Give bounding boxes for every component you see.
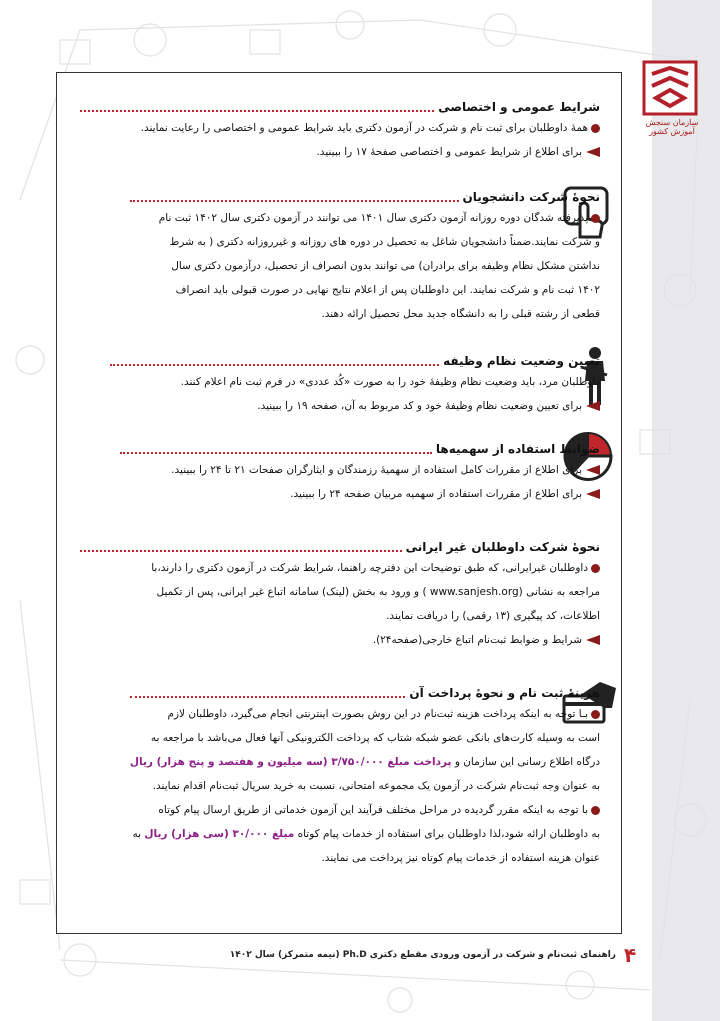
section-general-conditions [80, 98, 600, 164]
title-dotted-rule [130, 688, 405, 698]
paragraph-text: داوطلبان غیرایرانی، که طبق توضیحات این دفترچه راهنما، شرایط شرکت در آزمون دکتری را دارند،با [151, 562, 588, 574]
text-line: ۱۴۰۲ ثبت نام و شرکت نمایند. این داوطلبان پس از اعلام نتایج نهایی در صورت قبولی باید انصراف [175, 284, 600, 296]
text-line [80, 140, 600, 164]
section-military-service [80, 352, 600, 418]
text-line: قطعی از رشته قبلی را به دانشگاه جدید محل تحصیل ارائه دهند. [321, 308, 600, 320]
paragraph-text: به [132, 828, 142, 840]
paragraph-text: به داوطلبان ارائه شود،لذا داوطلبان برای استفاده از خدمات پیام کوتاه [297, 828, 600, 840]
text-line: مراجعه به نشانی (www.sanjesh.org ) و ورود به بخش (لینک) سامانه اتباع غیر ایرانی، پس از تکمیل [156, 586, 600, 598]
text-line [80, 750, 600, 774]
text-line [110, 394, 600, 418]
bullet-icon [591, 806, 600, 815]
page-reference-text: برای تعیین وضعیت نظام وظیفهٔ خود و کد مربوط به آن، صفحه ۱۹ را ببینید. [257, 400, 582, 412]
page-number: ۴ [624, 943, 637, 967]
section-title: نحوهٔ شرکت دانشجویان [462, 190, 600, 204]
bullet-icon [591, 710, 600, 719]
text-line [80, 822, 600, 846]
text-line: عنوان هزینه استفاده از خدمات پیام کوتاه نیز پرداخت می نمایند. [321, 852, 600, 864]
page-reference-text: برای اطلاع از شرایط عمومی و اختصاصی صفحهٔ ۱۷ را ببینید. [316, 146, 582, 158]
text-line [80, 798, 600, 822]
bullet-icon [591, 564, 600, 573]
section-title: نحوهٔ شرکت داوطلبان غیر ایرانی [405, 540, 600, 554]
paragraph-text: با توجه به اینکه مقرر گردیده در مراحل مختلف فرآیند این آزمون خدماتی از طریق ارسال پیام کوتاه [158, 804, 588, 816]
title-dotted-rule [130, 192, 459, 202]
page-reference-text: برای اطلاع از مقررات استفاده از سهمیه مربیان صفحه ۲۴ را ببینید. [290, 488, 582, 500]
bullet-icon [591, 214, 600, 223]
logo-caption: سازمان سنجش آموزش کشور [645, 118, 699, 136]
section-title: ضوابط استفاده از سهمیه‌ها [435, 442, 600, 456]
section-foreign-applicants [80, 538, 600, 652]
arrow-left-icon [586, 635, 600, 645]
title-dotted-rule [110, 356, 439, 366]
section-students [80, 188, 600, 326]
arrow-left-icon [586, 147, 600, 157]
text-line: اطلاعات، کد پیگیری (۱۳ رقمی) را دریافت نمایند. [386, 610, 600, 622]
page-reference-text: شرایط و ضوابط ثبت‌نام اتباع خارجی(صفحه۲۴). [372, 634, 582, 646]
text-line [80, 556, 600, 580]
title-dotted-rule [120, 444, 432, 454]
arrow-left-icon [586, 465, 600, 475]
text-line [120, 482, 600, 506]
text-line: داوطلبان مرد، باید وضعیت نظام وظیفهٔ خود را به صورت «کُد عددی» در فرم ثبت نام اعلام کنند. [180, 376, 600, 388]
arrow-left-icon [586, 489, 600, 499]
text-line [80, 116, 600, 140]
title-dotted-rule [80, 102, 434, 112]
section-title: هزینهٔ ثبت نام و نحوهٔ پرداخت آن [409, 686, 600, 700]
footer-title: راهنمای ثبت‌نام و شرکت در آزمون ورودی مقطع دکتری Ph.D (نیمه متمرکز) سال ۱۴۰۲ [229, 950, 616, 960]
section-registration-fee [80, 684, 600, 870]
text-line [100, 206, 600, 230]
sms-fee-amount: مبلغ ۳۰/۰۰۰ (سی هزار) ریال [144, 828, 295, 840]
text-line [80, 702, 600, 726]
section-title: تعیین وضعیت نظام وظیفه [443, 354, 600, 368]
text-line [80, 628, 600, 652]
paragraph-text: درگاه اطلاع رسانی این سازمان و [454, 756, 600, 768]
text-line: و شرکت نمایند.ضمناً دانشجویان شاغل به تحصیل در دوره های روزانه و غیرروزانه دکتری ( به شرط [169, 236, 600, 248]
section-quotas [80, 440, 600, 506]
text-line: است به وسیله کارت‌های بانکی عضو شبکه شتاب که پرداخت الکترونیکی آنها فعال می‌باشد با مراجعه به [150, 732, 600, 744]
paragraph-text: بـا توجه به اینکه پرداخت هزینه ثبت‌نام در این روش بصورت اینترنتی انجام می‌گیرد، داوطلبان لازم [167, 708, 588, 720]
paragraph-text: پذیرفته شدگان دوره روزانه آزمون دکتری سال ۱۴۰۱ می توانند در آزمون دکتری سال ۱۴۰۲ ثبت نام [158, 212, 588, 224]
text-line: به عنوان وجه ثبت‌نام شرکت در آزمون یک مجموعه امتحانی، نسبت به خرید سریال ثبت‌نام اقدام نمایند. [152, 780, 600, 792]
page-reference-text: برای اطلاع از مقررات کامل استفاده از سهمیهٔ رزمندگان و ایثارگران صفحات ۲۱ تا ۲۴ را ببینید. [171, 464, 582, 476]
arrow-left-icon [586, 401, 600, 411]
bullet-icon [591, 124, 600, 133]
paragraph-text: همهٔ داوطلبان برای ثبت نام و شرکت در آزمون دکتری باید شرایط عمومی و اختصاصی را رعایت نمایند. [140, 122, 588, 134]
text-line: نداشتن مشکل نظام وظیفه برای برادران) می توانند بدون انصراف از تحصیل، درآزمون دکتری سال [171, 260, 600, 272]
fee-amount: پرداخت مبلغ ۳/۷۵۰/۰۰۰ (سه میلیون و هفتصد و پنج هزار) ریال [129, 756, 452, 768]
text-line [120, 458, 600, 482]
sanjesh-logo-icon [642, 60, 698, 116]
title-dotted-rule [80, 542, 402, 552]
section-title: شرایط عمومی و اختصاصی [438, 100, 600, 114]
